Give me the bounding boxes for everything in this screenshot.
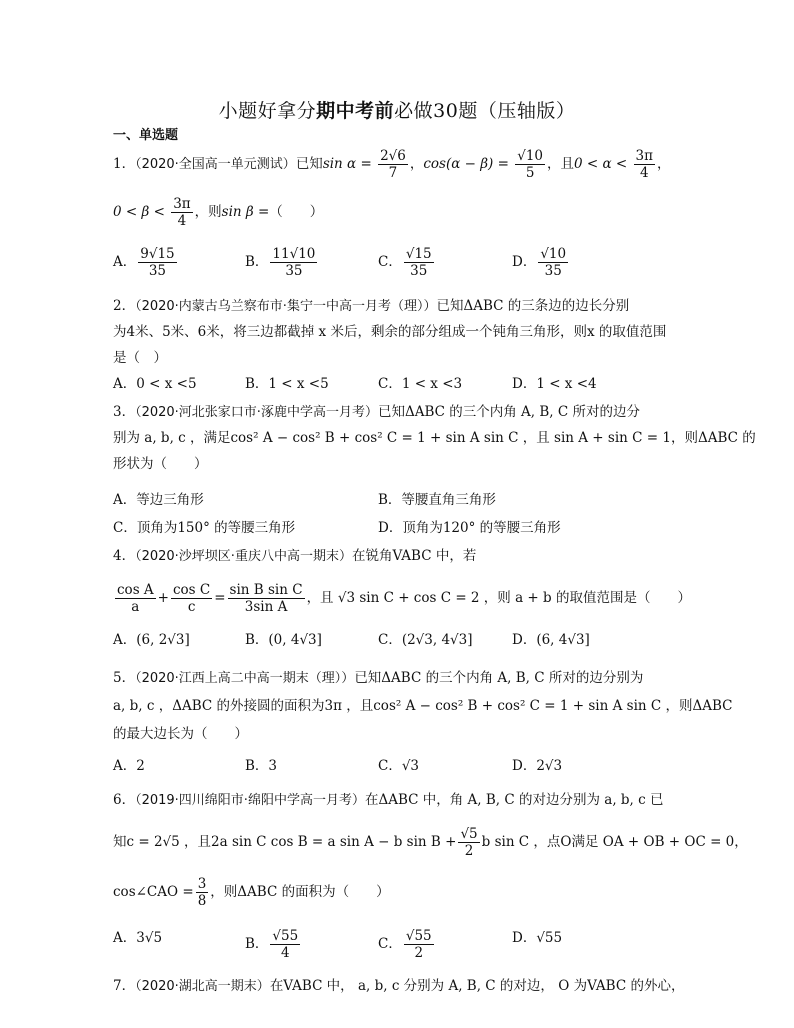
q4-option-d[interactable]: D．(6, 4√3] (512, 632, 590, 648)
frac-num: cos C (172, 582, 211, 598)
q6-line2-pre: 知c = 2√5 ，且2a sin C cos B = a sin A − b sin B + (113, 834, 457, 850)
option-den: 4 (281, 945, 290, 961)
q1-cond1-num: 2√6 (380, 148, 406, 164)
q3-option-a[interactable]: A．等边三角形 (113, 492, 204, 508)
q5-option-c[interactable]: C．√3 (378, 758, 420, 774)
q4-source: （2020·沙坪坝区·重庆八中高一期末） (135, 549, 352, 564)
q4-plus: + (157, 590, 169, 606)
q1-cond1-frac (378, 148, 408, 181)
q1-cond2-num: √10 (517, 148, 543, 164)
q3-option-c[interactable]: C．顶角为150° 的等腰三角形 (113, 520, 296, 536)
option-num: 11√10 (272, 246, 316, 262)
q1-line2-num: 3π (173, 196, 191, 212)
q2-line-2: 为4米、5米、6米，将三边都截掉 x 米后，剩余的部分组成一个钝角三角形，则x 的取值范围 (113, 324, 667, 340)
q4-frac-3 (228, 582, 305, 615)
q1-cond1-lhs: sin α = (322, 156, 372, 172)
q3-line-3: 形状为（ ） (113, 456, 208, 472)
q6-option-b[interactable] (245, 928, 302, 961)
q1-line2-den: 4 (177, 213, 187, 229)
q1-number: 1． (113, 156, 136, 172)
q1-pre: 已知 (295, 156, 323, 172)
option-text: 3√5 (136, 930, 163, 946)
option-label: C． (378, 936, 402, 952)
q6-line-1 (113, 790, 664, 811)
option-frac (538, 246, 568, 279)
option-num: 9√15 (140, 246, 175, 262)
q4-frac-2 (171, 582, 212, 615)
q5-number: 5． (113, 670, 136, 686)
q1-line2-pre: 0 < β < (113, 204, 165, 220)
q3-line-2: 别为 a, b, c ，满足cos² A − cos² B + cos² C = 1 + sin A sin C ，且 sin A + sin C = 1，则ΔABC 的 (113, 430, 756, 446)
option-frac (138, 246, 176, 279)
q4-option-b[interactable]: B．(0, 4√3] (245, 632, 322, 648)
q1-line2-post: ，则 (194, 204, 222, 220)
q7-text-1: 在VABC 中， a, b, c 分别为 A, B, C 的对边， O 为VABC 的外心， (269, 978, 685, 994)
q6-option-d[interactable] (512, 928, 562, 948)
q1-cond3-frac (634, 148, 655, 181)
q4-line-1 (113, 546, 476, 567)
option-text: √55 (536, 930, 563, 946)
q3-line-1 (113, 402, 640, 423)
q6-option-a[interactable] (113, 928, 162, 948)
q1-sep1: ， (409, 156, 424, 172)
option-label: A． (113, 254, 137, 270)
q1-cond2-lhs: cos(α − β) = (423, 156, 509, 172)
q1-line-1 (113, 148, 670, 181)
option-num: √55 (272, 928, 299, 944)
option-den: 2 (414, 945, 424, 961)
q7-source: （2020·湖北高一期末） (135, 979, 270, 994)
q6-text-1: 在ΔABC 中，角 A, B, C 的对边分别为 a, b, c 已 (364, 792, 664, 808)
option-den: 35 (285, 263, 303, 279)
q4-number: 4． (113, 548, 136, 564)
q6-line3-post: ，则ΔABC 的面积为（ ） (210, 884, 390, 900)
q6-line3-pre: cos∠CAO = (113, 884, 194, 900)
q5-option-a[interactable]: A．2 (113, 758, 145, 774)
q1-cond3: 0 < α < (574, 156, 628, 172)
q4-line-2 (113, 582, 691, 615)
q5-line-3: 的最大边长为（ ） (113, 726, 248, 742)
q6-line3-frac (196, 876, 209, 909)
frac-num: sin B sin C (229, 582, 303, 598)
q6-option-c[interactable] (378, 928, 436, 961)
q2-source: （2020·内蒙古乌兰察布市·集宁一中高一月考（理）） (135, 299, 437, 314)
q7-line-1 (113, 976, 684, 997)
option-frac (404, 246, 434, 279)
q3-text-1: 已知ΔABC 的三个内角 A, B, C 所对的边分 (377, 404, 640, 420)
q1-cond1-den: 7 (388, 165, 398, 181)
q6-line2-post: b sin C ，点O满足 OA + OB + OC = 0， (481, 834, 748, 850)
q1-cond2-den: 5 (525, 165, 535, 181)
q1-end1: ， (656, 156, 671, 172)
option-den: 35 (148, 263, 167, 279)
q5-line-2: a, b, c ，ΔABC 的外接圆的面积为3π ，且cos² A − cos² B + cos² C = 1 + sin A sin C ，则ΔABC (113, 698, 733, 714)
q1-line2-frac (171, 196, 192, 229)
q4-frac-1 (115, 582, 156, 615)
option-frac (404, 928, 434, 961)
q5-source: （2020·江西上高二中高一期末（理）） (135, 671, 355, 686)
q2-line-3: 是（ ） (113, 350, 167, 366)
q5-option-d[interactable]: D．2√3 (512, 758, 563, 774)
q2-option-d[interactable]: D．1 < x <4 (512, 376, 597, 392)
frac-den: 3sin A (244, 599, 288, 615)
option-frac (270, 928, 300, 961)
q3-option-b[interactable]: B．等腰直角三角形 (378, 492, 496, 508)
q5-option-b[interactable]: B．3 (245, 758, 278, 774)
q4-line2-post: ，且 √3 sin C + cos C = 2 ，则 a + b 的取值范围是（ ） (306, 590, 691, 606)
q2-number: 2． (113, 298, 136, 314)
frac-num: cos A (117, 582, 154, 598)
frac-num: 3 (197, 876, 207, 892)
q6-line-3 (113, 876, 390, 909)
q2-option-b[interactable]: B．1 < x <5 (245, 376, 329, 392)
q1-option-c[interactable] (378, 246, 436, 279)
q3-source: （2020·河北张家口市·涿鹿中学高一月考） (135, 405, 378, 420)
frac-den: 8 (197, 893, 207, 909)
option-frac (270, 246, 317, 279)
option-num: √10 (540, 246, 567, 262)
q2-option-a[interactable]: A．0 < x <5 (113, 376, 197, 392)
title-part-3: 必做30题（压轴版） (394, 100, 576, 122)
option-num: √55 (405, 928, 432, 944)
frac-den: a (131, 599, 140, 615)
q1-option-d[interactable] (512, 246, 570, 279)
q5-line-1 (113, 668, 643, 689)
q1-cond3-num: 3π (635, 148, 653, 164)
frac-den: 2 (464, 843, 474, 859)
q1-blank: （ ） (269, 204, 324, 220)
q4-option-c[interactable]: C．(2√3, 4√3] (378, 632, 473, 648)
page-title (0, 96, 794, 123)
q6-line2-frac (458, 826, 479, 859)
q6-source: （2019·四川绵阳市·绵阳中学高一月考） (135, 793, 365, 808)
q6-line-2 (113, 826, 748, 859)
q1-option-a[interactable] (113, 246, 179, 279)
q1-ask: sin β = (221, 204, 270, 220)
q1-option-b[interactable] (245, 246, 319, 279)
frac-den: c (187, 599, 196, 615)
q4-text-1: 在锐角VABC 中，若 (351, 548, 477, 564)
option-label: C． (378, 254, 402, 270)
option-label: D． (512, 930, 537, 946)
q7-number: 7． (113, 978, 136, 994)
option-label: D． (512, 254, 537, 270)
title-part-1: 小题好拿分 (218, 100, 317, 122)
q2-line-1 (113, 296, 629, 317)
q1-cond2-frac (515, 148, 545, 181)
section-heading: 一、单选题 (113, 128, 179, 143)
q4-eq: = (214, 590, 226, 606)
frac-num: √5 (460, 826, 478, 842)
q4-option-a[interactable]: A．(6, 2√3] (113, 632, 190, 648)
q6-number: 6． (113, 792, 136, 808)
q1-cond3-den: 4 (639, 165, 649, 181)
option-label: B． (245, 254, 269, 270)
q2-text-1: 已知ΔABC 的三条边的边长分别 (436, 298, 630, 314)
q1-line-2 (113, 196, 323, 229)
option-den: 35 (410, 263, 428, 279)
q1-source: （2020·全国高一单元测试） (135, 157, 296, 172)
option-den: 35 (544, 263, 562, 279)
option-num: √15 (405, 246, 432, 262)
q3-option-d[interactable]: D．顶角为120° 的等腰三角形 (378, 520, 561, 536)
q2-option-c[interactable]: C．1 < x <3 (378, 376, 463, 392)
q3-number: 3． (113, 404, 136, 420)
q1-cond3-pre: ，且 (547, 156, 574, 172)
title-part-2: 期中考前 (316, 100, 395, 122)
option-label: A． (113, 930, 137, 946)
q5-text-1: 已知ΔABC 的三个内角 A, B, C 所对的边分别为 (354, 670, 644, 686)
option-label: B． (245, 936, 269, 952)
